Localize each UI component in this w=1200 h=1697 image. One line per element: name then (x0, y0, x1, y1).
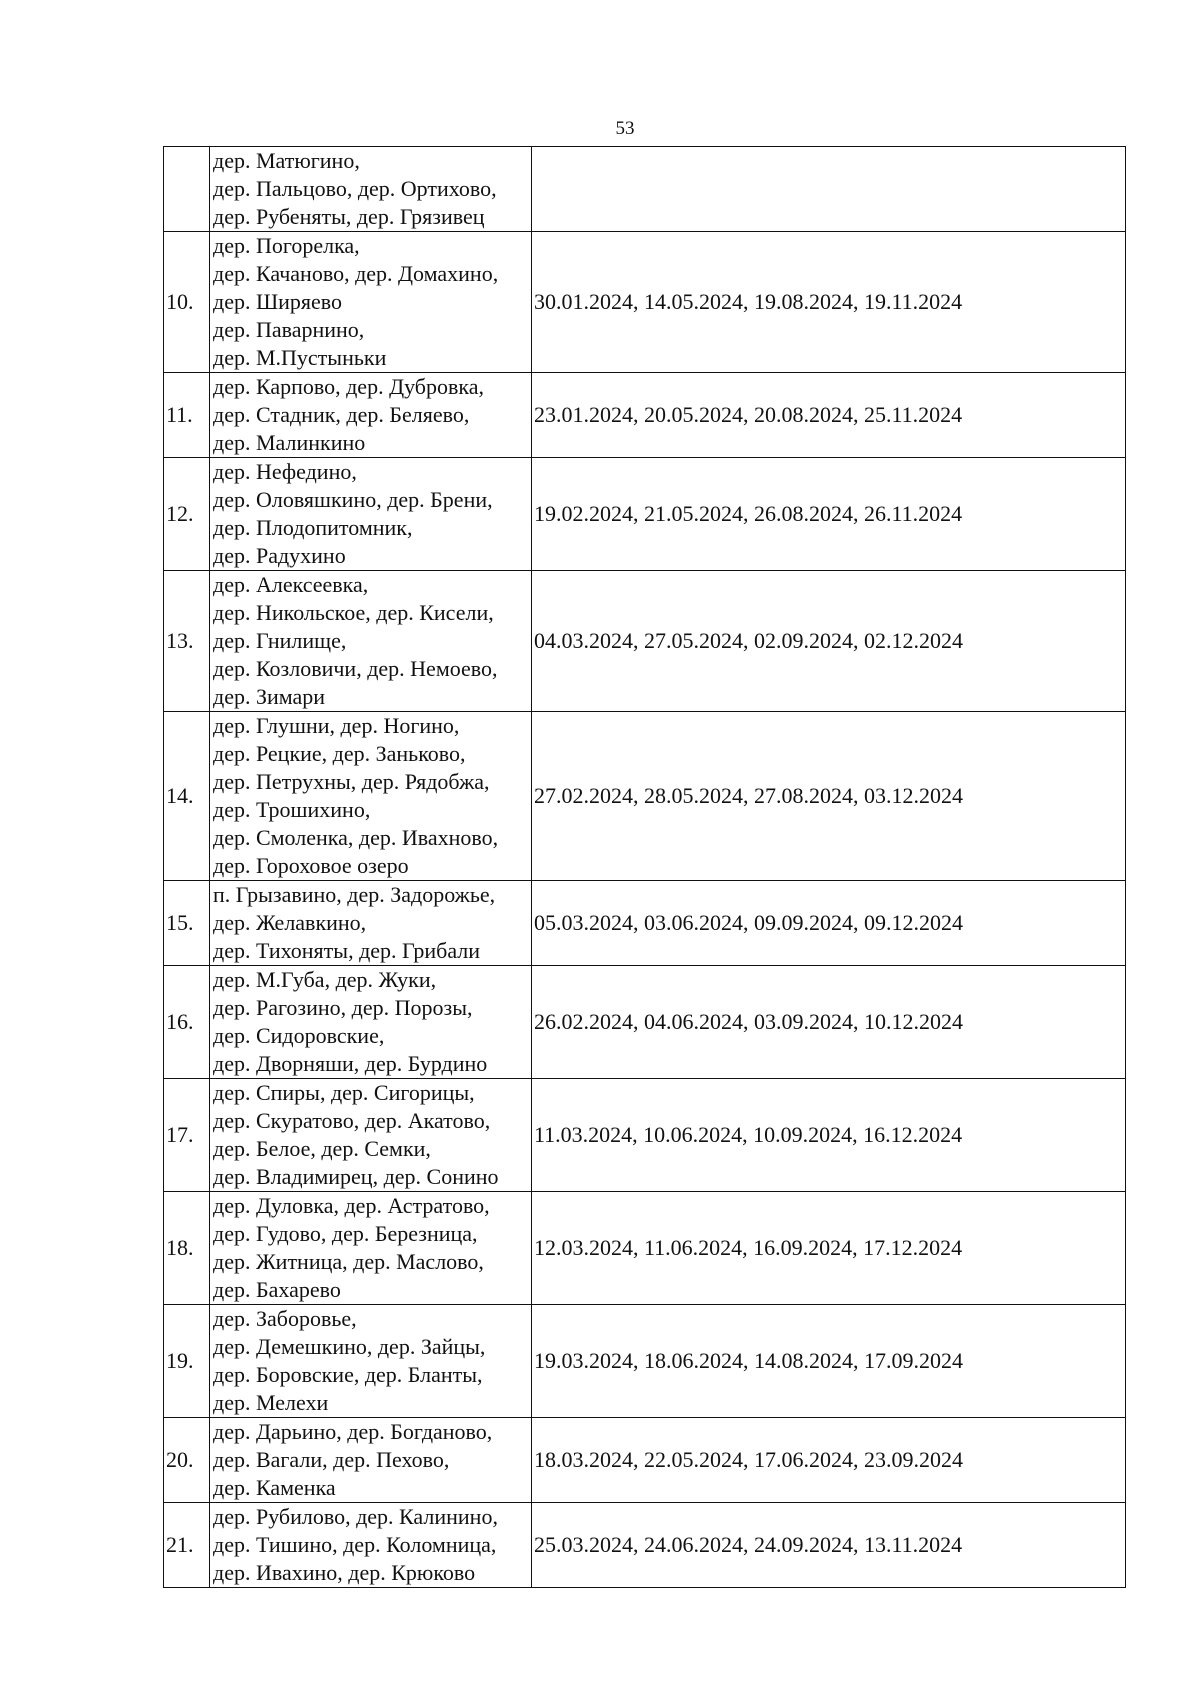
table-row (164, 373, 1126, 458)
villages-cell (210, 458, 532, 571)
village-line: дер. Вагали, дер. Пехово, (213, 1447, 450, 1472)
village-line: дер. Ширяево (213, 289, 343, 314)
village-line: дер. Радухино (213, 543, 346, 568)
villages-cell (210, 571, 532, 712)
table-row (164, 147, 1126, 232)
village-line: дер. Рецкие, дер. Заньково, (213, 741, 466, 766)
collection-dates-cell (532, 147, 1126, 232)
village-line: дер. Пальцово, дер. Ортихово, (213, 176, 497, 201)
table-row (164, 232, 1126, 373)
row-number: 11. (164, 373, 210, 458)
village-line: дер. Рубилово, дер. Калинино, (213, 1504, 498, 1529)
village-line: п. Грызавино, дер. Задорожье, (213, 882, 496, 907)
table-row (164, 1503, 1126, 1588)
villages-cell (210, 1503, 532, 1588)
collection-dates-cell: 30.01.2024, 14.05.2024, 19.08.2024, 19.11.2024 (532, 232, 1126, 373)
village-line: дер. Белое, дер. Семки, (213, 1136, 431, 1161)
village-line: дер. Глушни, дер. Ногино, (213, 713, 460, 738)
collection-dates-cell: 23.01.2024, 20.05.2024, 20.08.2024, 25.11.2024 (532, 373, 1126, 458)
table-row (164, 1418, 1126, 1503)
village-line: дер. Никольское, дер. Кисели, (213, 600, 494, 625)
table-row (164, 1192, 1126, 1305)
village-line: дер. Козловичи, дер. Немоево, (213, 656, 498, 681)
schedule-table (163, 146, 1126, 1588)
village-line: дер. Демешкино, дер. Зайцы, (213, 1334, 486, 1359)
village-line: дер. Плодопитомник, (213, 515, 413, 540)
villages-cell (210, 1079, 532, 1192)
row-number: 18. (164, 1192, 210, 1305)
village-line: дер. Алексеевка, (213, 572, 369, 597)
villages-cell (210, 147, 532, 232)
village-line: дер. Матюгино, (213, 148, 360, 173)
village-line: дер. Мелехи (213, 1390, 329, 1415)
villages-cell (210, 373, 532, 458)
collection-dates-cell: 19.02.2024, 21.05.2024, 26.08.2024, 26.11.2024 (532, 458, 1126, 571)
village-line: дер. Ивахино, дер. Крюково (213, 1560, 476, 1585)
village-line: дер. Зимари (213, 684, 326, 709)
village-line: дер. Малинкино (213, 430, 366, 455)
village-line: дер. Паварнино, (213, 317, 365, 342)
collection-dates-cell: 05.03.2024, 03.06.2024, 09.09.2024, 09.12.2024 (532, 881, 1126, 966)
villages-cell (210, 1418, 532, 1503)
row-number: 13. (164, 571, 210, 712)
villages-cell (210, 712, 532, 881)
row-number: 16. (164, 966, 210, 1079)
row-number: 20. (164, 1418, 210, 1503)
table-row (164, 712, 1126, 881)
collection-dates-cell: 11.03.2024, 10.06.2024, 10.09.2024, 16.12.2024 (532, 1079, 1126, 1192)
row-number: 15. (164, 881, 210, 966)
collection-dates-cell: 12.03.2024, 11.06.2024, 16.09.2024, 17.12.2024 (532, 1192, 1126, 1305)
page-number: 53 (615, 118, 635, 139)
table-row (164, 571, 1126, 712)
villages-cell (210, 1192, 532, 1305)
village-line: дер. Бахарево (213, 1277, 341, 1302)
village-line: дер. Дуловка, дер. Астратово, (213, 1193, 490, 1218)
village-line: дер. Рубеняты, дер. Грязивец (213, 204, 485, 229)
village-line: дер. Тихоняты, дер. Грибали (213, 938, 481, 963)
villages-cell (210, 881, 532, 966)
row-number: 21. (164, 1503, 210, 1588)
collection-dates-cell: 26.02.2024, 04.06.2024, 03.09.2024, 10.12.2024 (532, 966, 1126, 1079)
village-line: дер. Петрухны, дер. Рядобжа, (213, 769, 490, 794)
villages-cell (210, 1305, 532, 1418)
village-line: дер. Смоленка, дер. Ивахново, (213, 825, 499, 850)
village-line: дер. Гнилище, (213, 628, 347, 653)
village-line: дер. Боровские, дер. Бланты, (213, 1362, 483, 1387)
village-line: дер. Гудово, дер. Березница, (213, 1221, 478, 1246)
row-number: 14. (164, 712, 210, 881)
row-number (164, 147, 210, 232)
village-line: дер. Каменка (213, 1475, 336, 1500)
village-line: дер. М.Пустыньки (213, 345, 387, 370)
schedule-table-body (164, 147, 1126, 1588)
collection-dates-cell: 27.02.2024, 28.05.2024, 27.08.2024, 03.12.2024 (532, 712, 1126, 881)
village-line: дер. Житница, дер. Маслово, (213, 1249, 484, 1274)
table-row (164, 881, 1126, 966)
village-line: дер. Нефедино, (213, 459, 357, 484)
table-row (164, 966, 1126, 1079)
village-line: дер. М.Губа, дер. Жуки, (213, 967, 437, 992)
collection-dates-cell: 25.03.2024, 24.06.2024, 24.09.2024, 13.11.2024 (532, 1503, 1126, 1588)
collection-dates-cell: 18.03.2024, 22.05.2024, 17.06.2024, 23.09.2024 (532, 1418, 1126, 1503)
village-line: дер. Стадник, дер. Беляево, (213, 402, 470, 427)
village-line: дер. Сидоровские, (213, 1023, 385, 1048)
row-number: 10. (164, 232, 210, 373)
village-line: дер. Желавкино, (213, 910, 367, 935)
village-line: дер. Оловяшкино, дер. Брени, (213, 487, 493, 512)
row-number: 12. (164, 458, 210, 571)
village-line: дер. Скуратово, дер. Акатово, (213, 1108, 491, 1133)
village-line: дер. Гороховое озеро (213, 853, 409, 878)
village-line: дер. Качаново, дер. Домахино, (213, 261, 499, 286)
village-line: дер. Спиры, дер. Сигорицы, (213, 1080, 475, 1105)
village-line: дер. Заборовье, (213, 1306, 357, 1331)
villages-cell (210, 966, 532, 1079)
row-number: 19. (164, 1305, 210, 1418)
village-line: дер. Карпово, дер. Дубровка, (213, 374, 484, 399)
village-line: дер. Трошихино, (213, 797, 371, 822)
collection-dates-cell: 04.03.2024, 27.05.2024, 02.09.2024, 02.12.2024 (532, 571, 1126, 712)
village-line: дер. Дарьино, дер. Богданово, (213, 1419, 493, 1444)
villages-cell (210, 232, 532, 373)
village-line: дер. Дворняши, дер. Бурдино (213, 1051, 488, 1076)
village-line: дер. Тишино, дер. Коломница, (213, 1532, 497, 1557)
village-line: дер. Погорелка, (213, 233, 360, 258)
table-row (164, 458, 1126, 571)
village-line: дер. Рагозино, дер. Порозы, (213, 995, 473, 1020)
collection-dates-cell: 19.03.2024, 18.06.2024, 14.08.2024, 17.09.2024 (532, 1305, 1126, 1418)
table-row (164, 1305, 1126, 1418)
village-line: дер. Владимирец, дер. Сонино (213, 1164, 499, 1189)
row-number: 17. (164, 1079, 210, 1192)
table-row (164, 1079, 1126, 1192)
